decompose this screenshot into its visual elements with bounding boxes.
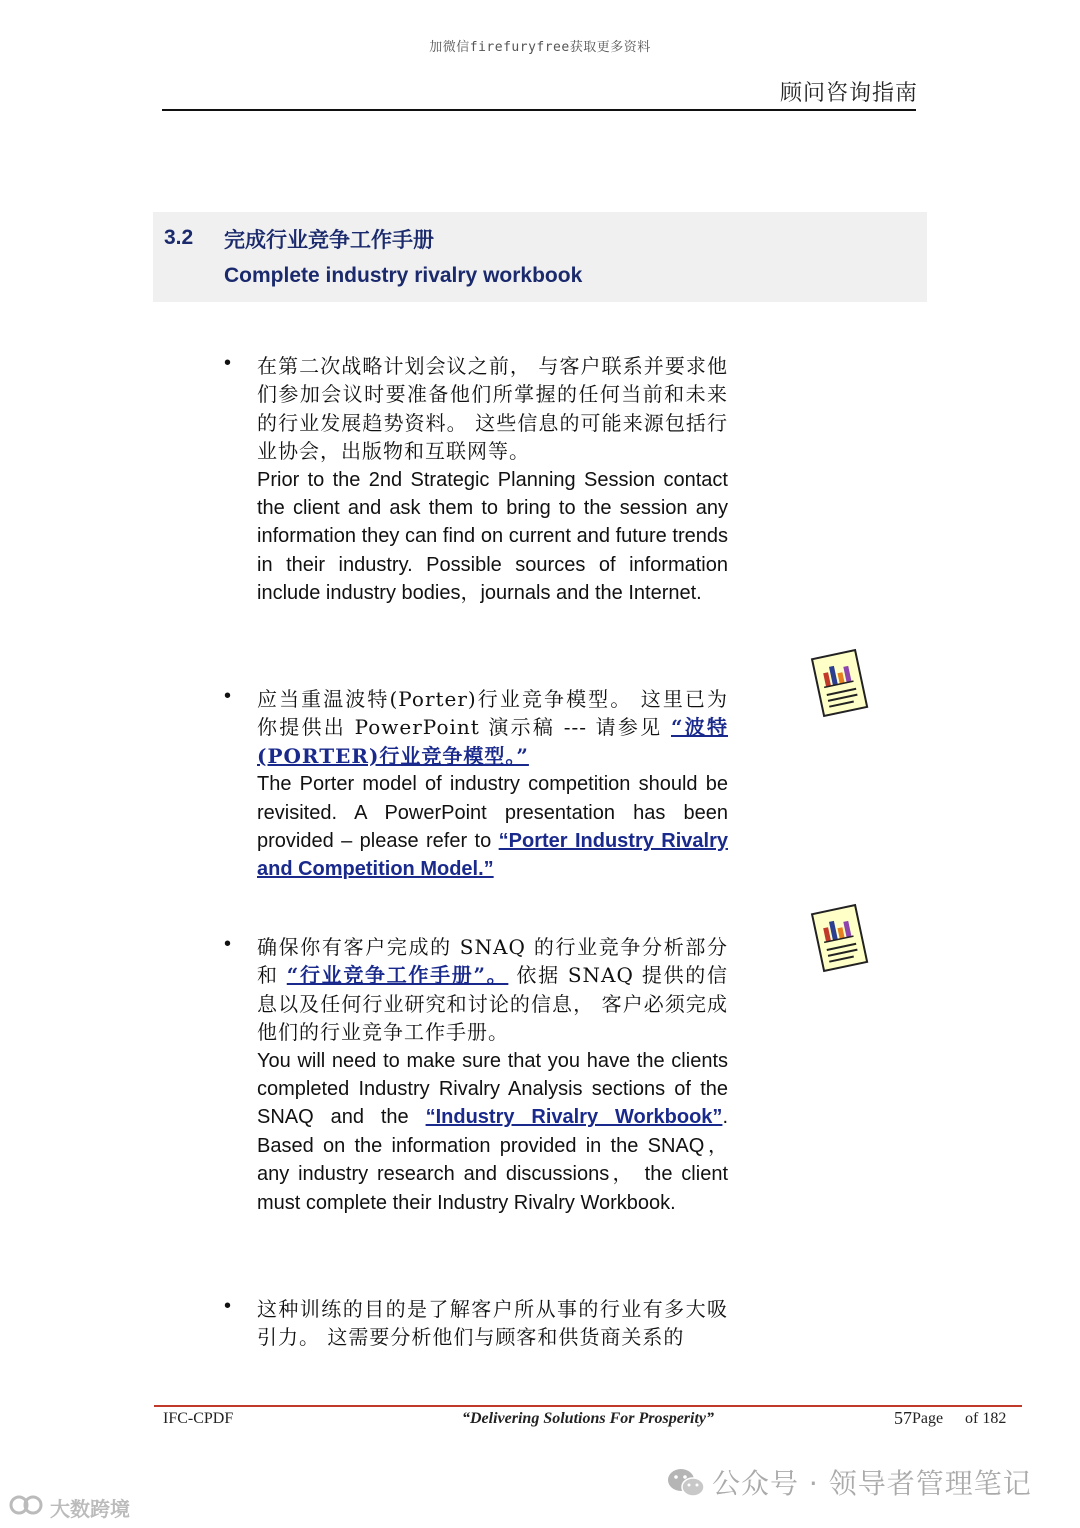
wechat-icon (666, 1466, 706, 1505)
bullet-text-cn (257, 685, 728, 770)
bullet-text-en (257, 770, 728, 884)
bullet-text-en-part: . Based on the information provided in the SNAQ， any industry research and discussions， the client must complete their Industry Rivalry Workbook. (257, 1106, 728, 1214)
section-number: 3.2 (164, 226, 194, 249)
section-title-cn: 完成行业竞争工作手册 (224, 228, 434, 252)
porter-model-link-en[interactable]: “Porter Industry Rivalry and Competition Model.” (257, 830, 728, 881)
porter-model-link-cn[interactable]: “波特(PORTER)行业竞争模型。” (257, 715, 729, 768)
bullet-text-cn: 在第二次战略计划会议之前， 与客户联系并要求他们参加会议时要准备他们所掌握的任何当前和未来的行业发展趋势资料。 这些信息的可能来源包括行业协会，出版物和互联网等。 (257, 354, 728, 464)
bullet-text-cn-part: 确保你有客户完成的 SNAQ 的行业竞争分析部分和 (257, 935, 728, 988)
bullet-text-cn-part: 应当重温波特(Porter)行业竞争模型。 这里已为你提供出 PowerPoint 演示稿 --- 请参见 (257, 687, 728, 740)
wechat-account-watermark: 公众号 · 领导者管理笔记 (712, 1467, 1032, 1500)
brand-logo-icon (8, 1494, 48, 1521)
list-item (257, 933, 728, 1217)
bottom-left-watermark: 大数跨境 (50, 1497, 130, 1521)
footer-page-number: 57 (894, 1408, 912, 1428)
bullet-marker: • (224, 685, 232, 707)
bullet-text-cn-part: 依据 SNAQ 提供的信息以及任何行业研究和讨论的信息， 客户必须完成他们的行业竞争工作手册。 (257, 963, 728, 1045)
header-title: 顾问咨询指南 (779, 81, 918, 106)
footer-page-label: Page (912, 1410, 944, 1427)
bullet-text-en (257, 1047, 728, 1217)
bullet-text-en: Prior to the 2nd Strategic Planning Session contact the client and ask them to bring to the session any information they can find on current and future trends in their industry. Possible sources of information include industry bodies，journals and the Internet. (257, 468, 728, 605)
footer-page-total: of 182 (965, 1410, 1007, 1427)
footer-slogan: “Delivering Solutions For Prosperity” (462, 1410, 715, 1427)
footer-org: IFC-CPDF (163, 1410, 234, 1427)
header-rule (162, 109, 916, 111)
bullet-marker: • (224, 352, 232, 374)
bullet-text-en-part: The Porter model of industry competition should be revisited. A PowerPoint presentation has been provided – please refer to (257, 773, 728, 853)
bullet-marker: • (224, 1295, 232, 1317)
bullet-text-cn: 这种训练的目的是了解客户所从事的行业有多大吸引力。 这需要分析他们与顾客和供货商关系的 (257, 1297, 728, 1350)
footer-rule (154, 1405, 1022, 1407)
rivalry-workbook-link-en[interactable]: “Industry Rivalry Workbook” (425, 1106, 723, 1129)
bullet-marker: • (224, 933, 232, 955)
rivalry-workbook-link-cn[interactable]: “行业竞争工作手册”。 (286, 963, 509, 988)
presentation-document-icon[interactable] (808, 903, 866, 973)
list-item (257, 1295, 728, 1352)
bullet-text-cn (257, 933, 728, 1047)
list-item (257, 352, 728, 608)
bullet-text-en-part: You will need to make sure that you have the clients completed Industry Rivalry Analysis sections of the SNAQ and the (257, 1049, 728, 1129)
list-item (257, 685, 728, 884)
presentation-document-icon[interactable] (808, 648, 866, 718)
section-title-en: Complete industry rivalry workbook (224, 264, 583, 287)
top-watermark: 加微信firefuryfree获取更多资料 (429, 40, 651, 55)
